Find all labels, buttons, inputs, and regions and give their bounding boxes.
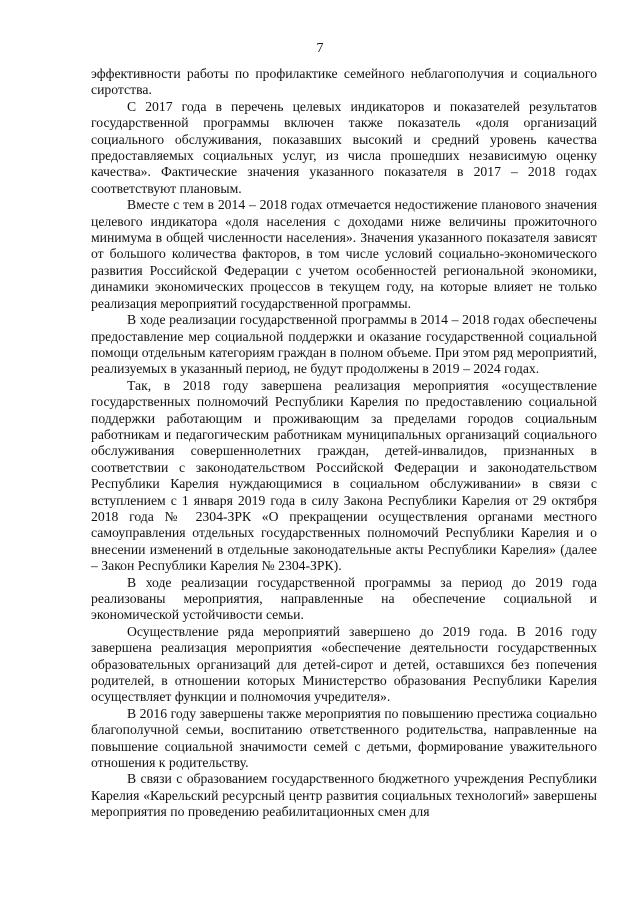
paragraph-3: Вместе с тем в 2014 – 2018 годах отмечается недостижение планового значения целевого индикатора «доля населения с доходами ниже величины прожиточного минимума в общей численности населения». Значения указанного показателя зависят от большого количества факторов, в том числе условий социально-экономического развития Российской Федерации с учетом особенностей региональной экономики, динамики экономических процессов в текущем году, на которые влияет не только реализация мероприятий государственной программы. (91, 197, 597, 311)
page-number: 7 (316, 41, 324, 56)
paragraph-1: эффективности работы по профилактике семейного неблагополучия и социального сиротства. (91, 66, 597, 98)
paragraph-4: В ходе реализации государственной программы в 2014 – 2018 годах обеспечены предоставление мер социальной поддержки и оказание государственной социальной помощи отдельным категориям граждан в полном объеме. При этом ряд мероприятий, реализуемых в указанный период, не будут продолжены в 2019 – 2024 годах. (91, 312, 597, 377)
paragraph-2: С 2017 года в перечень целевых индикаторов и показателей результатов государственной программы включен также показатель «доля организаций социального обслуживания, показавших высокий и средний уровень качества предоставляемых социальных услуг, из числа прошедших независимую оценку качества». Фактические значения указанного показателя в 2017 – 2018 годах соответствуют плановым. (91, 98, 597, 196)
paragraph-8: В 2016 году завершены также мероприятия по повышению престижа социально благополучной семьи, воспитанию ответственного родительства, направленные на повышение социальной значимости семей с детьми, формирование уважительного отношения к родительству. (91, 705, 597, 771)
paragraph-5: Так, в 2018 году завершена реализация мероприятия «осуществление государственных полномочий Республики Карелия по предоставлению социальной поддержки работающим и проживающим за пределами городов социальным работникам и педагогическим работникам муниципальных организаций социального обслуживания совершеннолетних граждан, детей-инвалидов, признанных в соответствии с законодательством Российской Федерации и законодательством Республики Карелия нуждающимися в социальном обслуживании» в связи с вступлением с 1 января 2019 года в силу Закона Республики Карелия от 29 октября 2018 года № 2304-ЗРК «О прекращении осуществления органами местного самоуправления отдельных государственных полномочий Республики Карелия и о внесении изменений в отдельные законодательные акты Республики Карелия» (далее – Закон Республики Карелия № 2304-ЗРК). (91, 377, 597, 574)
paragraph-7: Осуществление ряда мероприятий завершено до 2019 года. В 2016 году завершена реализация мероприятия «обеспечение деятельности государственных образовательных организаций для детей-сирот и детей, оставшихся без попечения родителей, в отношении которых Министерство образования Республики Карелия осуществляет функции и полномочия учредителя». (91, 623, 597, 705)
paragraph-6: В ходе реализации государственной программы за период до 2019 года реализованы мероприятия, направленные на обеспечение социальной и экономической устойчивости семьи. (91, 574, 597, 623)
body-text (91, 66, 597, 821)
paragraph-9: В связи с образованием государственного бюджетного учреждения Республики Карелия «Карельский ресурсный центр развития социальных технологий» завершены мероприятия по проведению реабилитационных смен для (91, 771, 597, 820)
